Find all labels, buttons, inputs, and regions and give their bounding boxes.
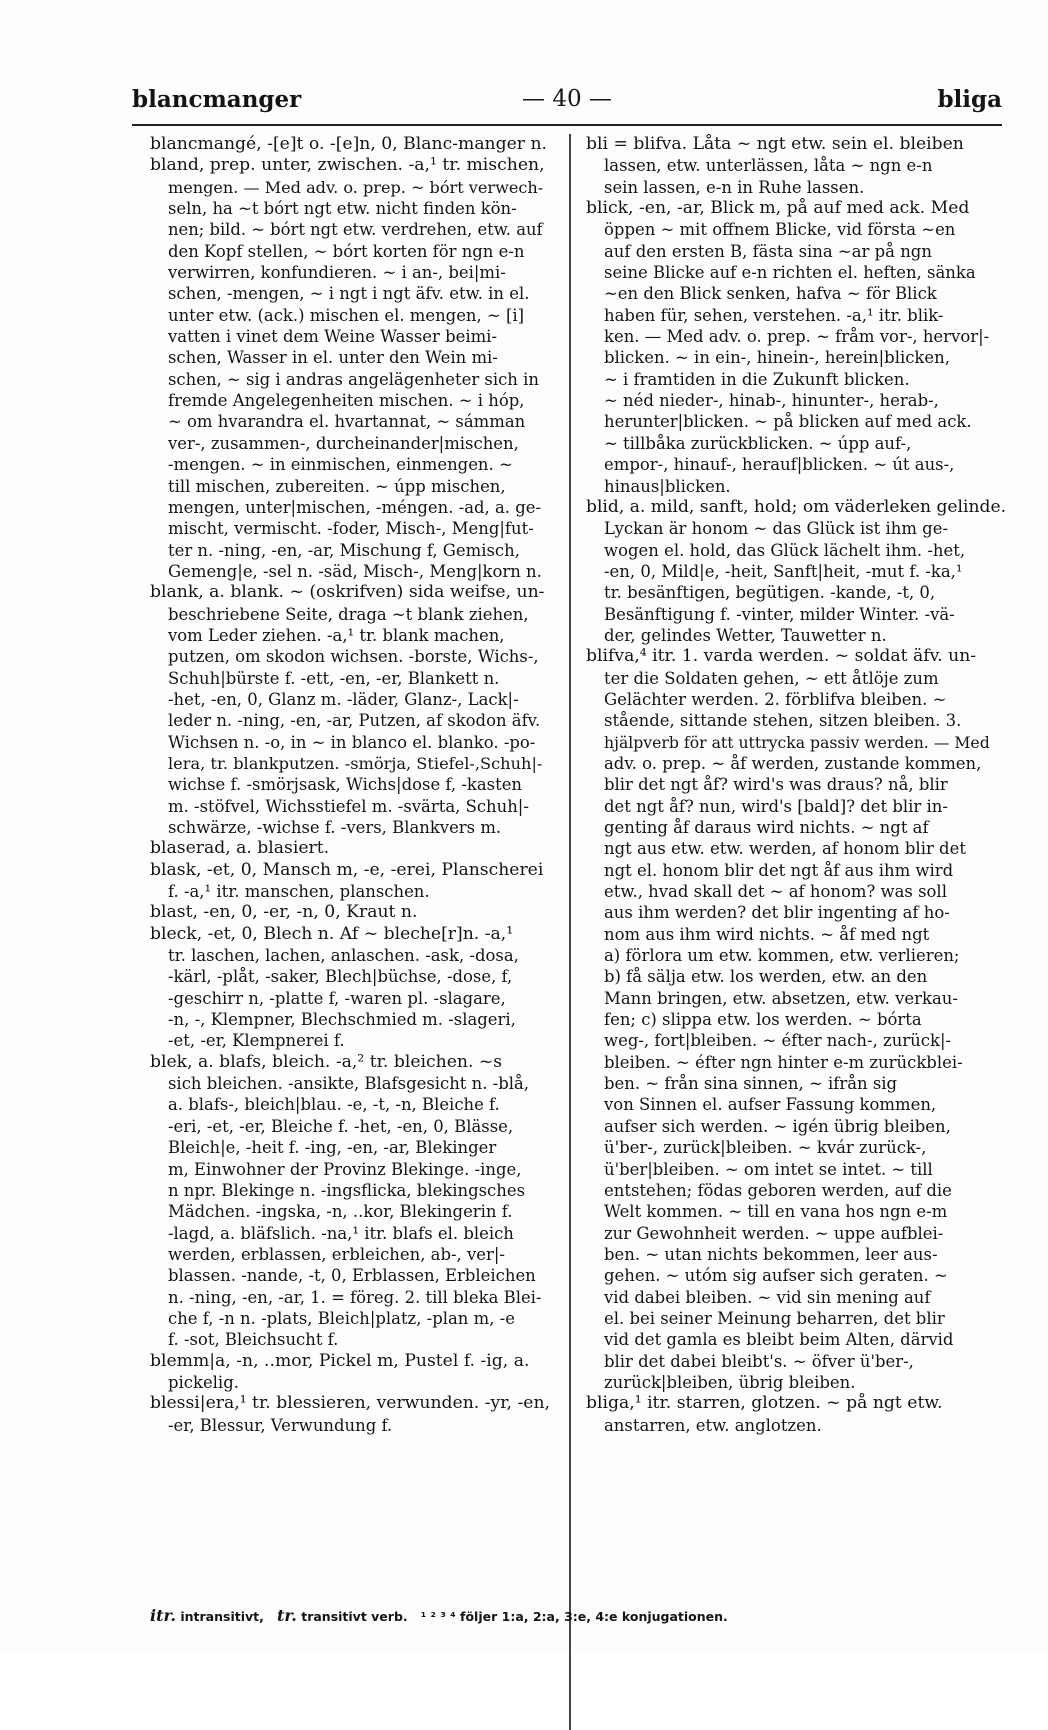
left-column-line: sich bleichen. -ansikte, Blafsgesicht n. -blå, xyxy=(168,1074,530,1094)
right-column-line: -en, 0, Mild|e, -heit, Sanft|heit, -mut f. -ka,¹ xyxy=(604,561,963,581)
header-left-guideword: blancmanger xyxy=(132,86,302,113)
right-column-line: bli = blifva. Låta ~ ngt etw. sein el. bleiben xyxy=(586,134,964,154)
right-column-line: zurück|bleiben, übrig bleiben. xyxy=(604,1372,856,1392)
right-column-line: det ngt åf? nun, wird's [bald]? det blir in- xyxy=(604,796,948,816)
left-column-line: -et, -er, Klempnerei f. xyxy=(168,1031,345,1051)
left-column-line: f. -a,¹ itr. manschen, planschen. xyxy=(168,882,430,902)
right-column-line: stående, sittande stehen, sitzen bleiben. 3. xyxy=(604,711,962,731)
left-column-line: ter n. -ning, -en, -ar, Mischung f, Gemisch, xyxy=(168,540,520,560)
left-column-line: schwärze, -wichse f. -vers, Blankvers m. xyxy=(168,818,502,837)
right-column-line: blir det dabei bleibt's. ~ öfver ü'ber-, xyxy=(604,1351,914,1371)
right-column-line: etw., hvad skall det ~ af honom? was soll xyxy=(604,882,947,902)
right-column-line: bliga,¹ itr. starren, glotzen. ~ på ngt etw. xyxy=(586,1393,943,1414)
left-column-line: blek, a. blafs, bleich. -a,² tr. bleichen. ~s xyxy=(150,1051,503,1072)
left-column-line: -geschirr n, -platte f, -waren pl. -slagare, xyxy=(168,988,506,1008)
right-column-line: vid det gamla es bleibt beim Alten, därvid xyxy=(604,1330,954,1350)
left-column-line: blank, a. blank. ~ (oskrifven) sida weifse, un- xyxy=(150,582,545,603)
left-column-line: m. -stöfvel, Wichsstiefel m. -svärta, Schuh|- xyxy=(168,796,529,816)
left-column-line: leder n. -ning, -en, -ar, Putzen, af skodon äfv. xyxy=(168,711,541,731)
left-column-line: werden, erblassen, erbleichen, ab-, ver|- xyxy=(168,1244,505,1264)
footer-itr-abbr: itr. xyxy=(150,1606,176,1625)
left-column-line: ~ om hvarandra el. hvartannat, ~ sámman xyxy=(168,412,526,432)
left-column-line: f. -sot, Bleichsucht f. xyxy=(168,1330,339,1350)
right-column-line: ken. — Med adv. o. prep. ~ fråm vor-, hervor|- xyxy=(604,327,990,347)
footer-tr-abbr: tr. xyxy=(276,1606,297,1625)
right-column-line: hjälpverb för att uttrycka passiv werden. — Med xyxy=(604,732,990,752)
right-column-line: auf den ersten B, fästa sina ~ar på ngn xyxy=(604,241,932,261)
header-rule xyxy=(132,124,1002,126)
left-column-line: n npr. Blekinge n. -ingsflicka, blekingsches xyxy=(168,1180,526,1200)
running-header xyxy=(132,86,1002,120)
left-column-line: -mengen. ~ in einmischen, einmengen. ~ xyxy=(168,455,513,475)
left-column xyxy=(150,134,560,1436)
left-column-line: Gemeng|e, -sel n. -säd, Misch-, Meng|korn n. xyxy=(168,561,542,581)
right-column-line: blicken. ~ in ein-, hinein-, herein|blicken, xyxy=(604,348,950,368)
right-column-line: weg-, fort|bleiben. ~ éfter nach-, zurück|- xyxy=(604,1031,952,1051)
right-column-line: ü'ber|bleiben. ~ om intet se intet. ~ till xyxy=(604,1159,933,1179)
left-column-line: nen; bild. ~ bórt ngt etw. verdrehen, etw. auf xyxy=(168,220,543,240)
right-column-line: aus ihm werden? det blir ingenting af ho- xyxy=(604,903,950,923)
left-column-line: blast, -en, 0, -er, -n, 0, Kraut n. xyxy=(150,902,418,923)
left-column-line: vom Leder ziehen. -a,¹ tr. blank machen, xyxy=(168,625,505,645)
footer-itr-text: intransitivt, xyxy=(180,1609,264,1624)
left-column-line: n. -ning, -en, -ar, 1. = föreg. 2. till bleka Blei- xyxy=(168,1287,542,1307)
right-column-line: blir det ngt åf? wird's was draus? nå, blir xyxy=(604,775,948,795)
left-column-line: bleck, -et, 0, Blech n. Af ~ bleche[r]n. -a,¹ xyxy=(150,923,514,944)
left-column-line: den Kopf stellen, ~ bórt korten för ngn e-n xyxy=(168,241,525,261)
left-column-line: beschriebene Seite, draga ~t blank ziehen, xyxy=(168,604,529,624)
right-column-line: zur Gewohnheit werden. ~ uppe aufblei- xyxy=(604,1223,944,1243)
right-column-line: von Sinnen el. aufser Fassung kommen, xyxy=(604,1095,937,1115)
left-column-line: bland, prep. unter, zwischen. -a,¹ tr. mischen, xyxy=(150,155,545,176)
column-divider xyxy=(569,134,571,1730)
right-column-line: a) förlora um etw. kommen, etw. verlieren; xyxy=(604,946,960,966)
left-column-line: schen, ~ sig i andras angelägenheter sich in xyxy=(168,369,539,389)
left-column-line: schen, -mengen, ~ i ngt i ngt äfv. etw. in el. xyxy=(168,284,530,304)
right-column-line: ngt el. honom blir det ngt åf aus ihm wird xyxy=(604,860,954,880)
right-column-line: herunter|blicken. ~ på blicken auf med ack. xyxy=(604,412,972,432)
right-column-line: hinaus|blicken. xyxy=(604,476,731,496)
right-column-line: tr. besänftigen, begütigen. -kande, -t, 0, xyxy=(604,583,936,603)
right-column-line: Welt kommen. ~ till en vana hos ngn e-m xyxy=(604,1202,948,1222)
right-column-line: ~ néd nieder-, hinab-, hinunter-, herab-, xyxy=(604,391,939,411)
right-column-line: ter die Soldaten gehen, ~ ett åtlöje zum xyxy=(604,668,939,688)
left-column-line: pickelig. xyxy=(168,1372,239,1392)
right-column-line: Lyckan är honom ~ das Glück ist ihm ge- xyxy=(604,519,949,539)
right-column-line: wogen el. hold, das Glück lächelt ihm. -het, xyxy=(604,540,966,560)
right-column-line: ~en den Blick senken, hafva ~ för Blick xyxy=(604,284,937,304)
left-column-line: a. blafs-, bleich|blau. -e, -t, -n, Bleiche f. xyxy=(168,1095,500,1115)
left-column-line: -er, Blessur, Verwundung f. xyxy=(168,1415,393,1435)
footer-legend xyxy=(150,1606,1010,1625)
left-column-line: mengen. — Med adv. o. prep. ~ bórt verwech- xyxy=(168,177,544,197)
right-column-line: genting åf daraus wird nichts. ~ ngt af xyxy=(604,818,929,837)
footer-conj-text: följer 1:a, 2:a, 3:e, 4:e konjugationen. xyxy=(460,1609,728,1624)
right-column-line: Besänftigung f. -vinter, milder Winter. -vä- xyxy=(604,604,955,624)
left-column-line: mischt, vermischt. -foder, Misch-, Meng|fut- xyxy=(168,519,534,539)
right-column-line: gehen. ~ utóm sig aufser sich geraten. ~ xyxy=(604,1266,948,1286)
left-column-line: ver-, zusammen-, durcheinander|mischen, xyxy=(168,433,519,453)
left-column-line: schen, Wasser in el. unter den Wein mi- xyxy=(168,348,498,368)
left-column-line: -het, -en, 0, Glanz m. -läder, Glanz-, Lack|- xyxy=(168,689,519,709)
left-column-line: vatten i vinet dem Weine Wasser beimi- xyxy=(168,327,497,347)
right-column-line: öppen ~ mit offnem Blicke, vid första ~en xyxy=(604,220,956,240)
page-number: — 40 — xyxy=(522,86,612,112)
right-column-line: blifva,⁴ itr. 1. varda werden. ~ soldat äfv. un- xyxy=(586,646,977,667)
left-column-line: unter etw. (ack.) mischen el. mengen, ~ [i] xyxy=(168,305,525,325)
right-column-line: anstarren, etw. anglotzen. xyxy=(604,1415,822,1435)
left-column-line: -kärl, -plåt, -saker, Blech|büchse, -dose, f, xyxy=(168,967,513,987)
left-column-line: -eri, -et, -er, Bleiche f. -het, -en, 0, Blässe, xyxy=(168,1116,514,1136)
left-column-line: blaserad, a. blasiert. xyxy=(150,838,330,859)
left-column-line: mengen, unter|mischen, -méngen. -ad, a. ge- xyxy=(168,497,542,517)
right-column-line: ü'ber-, zurück|bleiben. ~ kvár zurück-, xyxy=(604,1138,927,1158)
right-column-line: ben. ~ från sina sinnen, ~ ifrån sig xyxy=(604,1074,898,1094)
right-column-line: blid, a. mild, sanft, hold; om väderleken gelinde. xyxy=(586,496,1007,517)
left-column-line: Wichsen n. -o, in ~ in blanco el. blanko. -po- xyxy=(168,732,536,752)
left-column-line: blancmangé, -[e]t o. -[e]n, 0, Blanc-manger n. xyxy=(150,134,548,154)
right-column-line: fen; c) slippa etw. los werden. ~ bórta xyxy=(604,1010,922,1030)
right-column-line: lassen, etw. unterlässen, låta ~ ngn e-n xyxy=(604,156,933,176)
right-column-line: aufser sich werden. ~ igén übrig bleiben, xyxy=(604,1116,951,1136)
header-right-guideword: bliga xyxy=(937,86,1002,113)
right-column-line: vid dabei bleiben. ~ vid sin mening auf xyxy=(604,1287,931,1307)
left-column-line: Mädchen. -ingska, -n, ..kor, Blekingerin f. xyxy=(168,1202,513,1222)
left-column-line: blessi|era,¹ tr. blessieren, verwunden. -yr, -en, xyxy=(150,1393,550,1414)
right-column-line: el. bei seiner Meinung beharren, det blir xyxy=(604,1308,945,1328)
left-column-line: wichse f. -smörjsask, Wichs|dose f, -kasten xyxy=(168,775,523,795)
footer-tr-text: transitivt verb. xyxy=(301,1609,408,1624)
right-column-line: Gelächter werden. 2. förblifva bleiben. ~ xyxy=(604,689,947,709)
right-column-line: seine Blicke auf e-n richten el. heften, sänka xyxy=(604,263,976,283)
left-column-line: fremde Angelegenheiten mischen. ~ i hóp, xyxy=(168,391,525,411)
right-column-line: entstehen; födas geboren werden, auf die xyxy=(604,1180,952,1200)
left-column-line: Schuh|bürste f. -ett, -en, -er, Blankett n. xyxy=(168,668,500,688)
left-column-line: seln, ha ~t bórt ngt etw. nicht finden kön- xyxy=(168,199,517,219)
right-column-line: der, gelindes Wetter, Tauwetter n. xyxy=(604,625,887,645)
left-column-line: lera, tr. blankputzen. -smörja, Stiefel-,Schuh|- xyxy=(168,753,543,773)
right-column-line: Mann bringen, etw. absetzen, etw. verkau- xyxy=(604,988,958,1008)
left-column-line: blask, -et, 0, Mansch m, -e, -erei, Planscherei xyxy=(150,859,544,880)
right-column-line: adv. o. prep. ~ åf werden, zustande kommen, xyxy=(604,753,982,773)
left-column-line: blemm|a, -n, ..mor, Pickel m, Pustel f. -ig, a. xyxy=(150,1350,530,1371)
left-column-line: -n, -, Klempner, Blechschmied m. -slageri, xyxy=(168,1010,516,1030)
left-column-line: verwirren, konfundieren. ~ i an-, bei|mi- xyxy=(168,263,506,283)
right-column-line: sein lassen, e-n in Ruhe lassen. xyxy=(604,177,865,197)
right-column-line: b) få sälja etw. los werden, etw. an den xyxy=(604,967,928,987)
right-column-line: empor-, hinauf-, herauf|blicken. ~ út aus-, xyxy=(604,455,955,475)
left-column-line: m, Einwohner der Provinz Blekinge. -inge, xyxy=(168,1159,522,1179)
right-column-line: ~ tillbåka zurückblicken. ~ úpp auf-, xyxy=(604,433,912,453)
left-column-line: tr. laschen, lachen, anlaschen. -ask, -dosa, xyxy=(168,946,519,966)
right-column-line: bleiben. ~ éfter ngn hinter e-m zurückblei- xyxy=(604,1052,963,1072)
right-column xyxy=(586,134,1006,1436)
right-column-line: haben für, sehen, verstehen. -a,¹ itr. blik- xyxy=(604,305,944,325)
right-column-line: blick, -en, -ar, Blick m, på auf med ack. Med xyxy=(586,198,970,219)
left-column-line: putzen, om skodon wichsen. -borste, Wichs-, xyxy=(168,647,539,667)
right-column-line: nom aus ihm wird nichts. ~ åf med ngt xyxy=(604,924,930,944)
right-column-line: ~ i framtiden in die Zukunft blicken. xyxy=(604,369,910,389)
left-column-line: Bleich|e, -heit f. -ing, -en, -ar, Blekinger xyxy=(168,1138,497,1158)
left-column-line: blassen. -nande, -t, 0, Erblassen, Erbleichen xyxy=(168,1266,536,1286)
left-column-line: che f, -n n. -plats, Bleich|platz, -plan m, -e xyxy=(168,1308,515,1328)
left-column-line: till mischen, zubereiten. ~ úpp mischen, xyxy=(168,476,506,496)
footer-conj-marks: ¹ ² ³ ⁴ xyxy=(420,1609,456,1624)
right-column-line: ben. ~ utan nichts bekommen, leer aus- xyxy=(604,1244,938,1264)
right-column-line: ngt aus etw. etw. werden, af honom blir det xyxy=(604,839,966,859)
left-column-line: -lagd, a. bläfslich. -na,¹ itr. blafs el. bleich xyxy=(168,1223,514,1243)
